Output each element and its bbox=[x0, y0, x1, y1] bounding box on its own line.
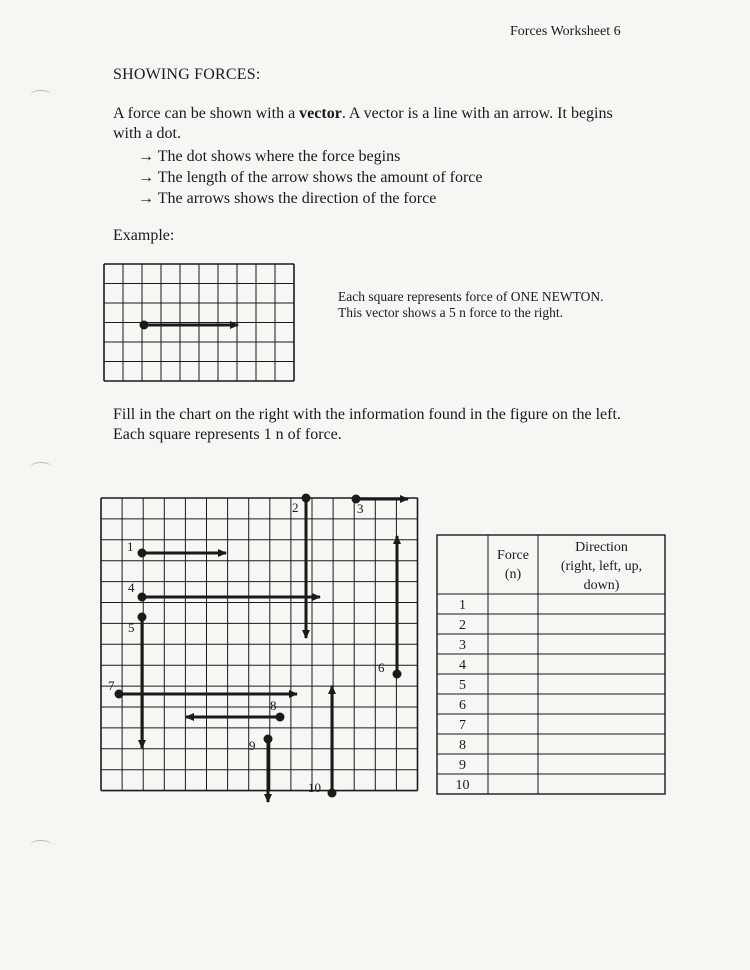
bullet-text: The length of the arrow shows the amount of force bbox=[157, 169, 483, 186]
vector-label: 5 bbox=[128, 620, 135, 635]
table-row-label: 10 bbox=[455, 778, 470, 793]
example-grid bbox=[104, 264, 294, 381]
vector-label: 10 bbox=[308, 780, 321, 795]
vector-7-dot bbox=[115, 690, 124, 699]
vector-label: 4 bbox=[128, 580, 135, 595]
table-row-label: 3 bbox=[459, 638, 466, 653]
vector-6-dot bbox=[393, 670, 402, 679]
arrow-bullet-icon: → bbox=[138, 148, 158, 165]
intro-text-end: . A vector is a line with an arrow. It begins with a dot. bbox=[113, 105, 613, 142]
example-note-line: This vector shows a 5 n force to the right. bbox=[338, 305, 563, 320]
worksheet-title: Forces Worksheet 6 bbox=[510, 24, 621, 39]
vector-grid bbox=[101, 498, 418, 791]
intro-text-start: A force can be shown with a bbox=[113, 105, 300, 122]
vector-9-dot bbox=[264, 735, 273, 744]
bullet-text: The arrows shows the direction of the force bbox=[157, 190, 437, 207]
vector-label: 7 bbox=[108, 678, 115, 693]
table-header-direction: (right, left, up, bbox=[560, 559, 643, 574]
answer-table bbox=[437, 535, 665, 794]
vector-5-dot bbox=[138, 613, 147, 622]
table-row-label: 7 bbox=[459, 718, 466, 733]
bullet-text: The dot shows where the force begins bbox=[157, 148, 401, 165]
table-row-label: 8 bbox=[459, 738, 466, 753]
arrow-bullet-icon: → bbox=[138, 169, 158, 186]
example-label: Example: bbox=[113, 227, 175, 244]
example-vector bbox=[140, 321, 239, 330]
table-row-label: 1 bbox=[459, 598, 466, 613]
table-row-label: 5 bbox=[459, 678, 466, 693]
vector-label: 9 bbox=[249, 738, 256, 753]
example-note-line: Each square represents force of ONE NEWTON. bbox=[338, 289, 604, 304]
table-header-direction: Direction bbox=[575, 540, 628, 555]
vector-label: 1 bbox=[127, 539, 134, 554]
table-header-force: (n) bbox=[504, 567, 522, 582]
arrow-bullet-icon: → bbox=[138, 190, 158, 207]
vector-label: 3 bbox=[357, 501, 364, 516]
vector-10-dot bbox=[328, 789, 337, 798]
vector-1-dot bbox=[138, 549, 147, 558]
table-row-label: 4 bbox=[459, 658, 466, 673]
table-row-label: 6 bbox=[459, 698, 466, 713]
vector-4-dot bbox=[138, 593, 147, 602]
vector-label: 8 bbox=[270, 698, 277, 713]
intro-bold-term: vector bbox=[299, 105, 342, 122]
instructions: Fill in the chart on the right with the information found in the figure on the left. Each square represents 1 n of force. bbox=[113, 406, 621, 443]
vector-8-dot bbox=[276, 713, 285, 722]
table-row-label: 2 bbox=[459, 618, 466, 633]
table-header-direction: down) bbox=[583, 578, 620, 593]
vector-label: 6 bbox=[378, 660, 385, 675]
vector-2-dot bbox=[302, 494, 311, 503]
example-arrow-dot bbox=[140, 321, 149, 330]
table-header-force: Force bbox=[497, 548, 529, 563]
vector-label: 2 bbox=[292, 500, 299, 515]
section-title: SHOWING FORCES: bbox=[113, 66, 261, 83]
table-row-label: 9 bbox=[459, 758, 466, 773]
